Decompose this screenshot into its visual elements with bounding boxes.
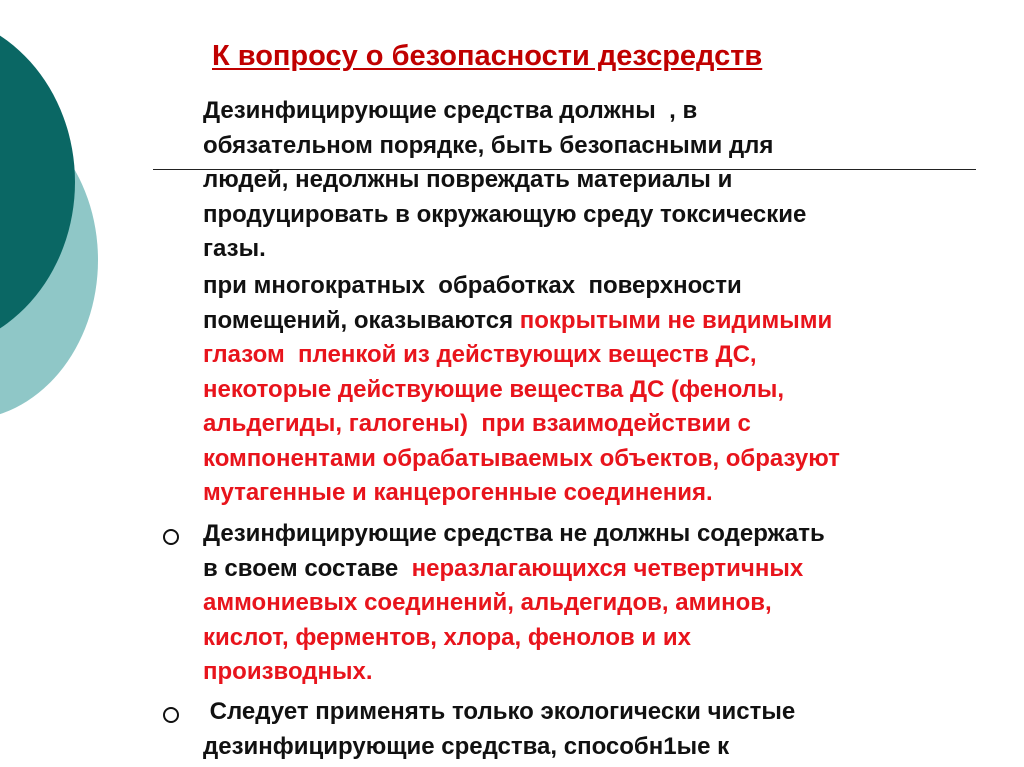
text-line [203,476,840,511]
text-line [203,621,825,656]
paragraph-2 [203,269,840,511]
bullet-icon [163,707,179,723]
text-line [203,163,806,198]
highlighted-text: неразлагающихся четвертичных [411,554,804,582]
body-text: газы. [203,235,266,262]
bullet-icon [163,529,179,545]
highlighted-text: мутагенные и канцерогенные соединения. [203,479,713,506]
text-line [203,517,825,552]
highlighted-text: альдегиды, галогены) при взаимодействии с [203,410,751,437]
text-line [203,695,795,730]
highlighted-text: компонентами обрабатываемых объектов, образуют [203,444,840,472]
body-text: Дезинфицирующие средства не должны содержать [203,520,825,547]
highlighted-text: глазом пленкой из действующих веществ ДС, [203,341,757,368]
body-text: дезинфицирующие средства, способн1ые к [203,732,730,760]
highlighted-text: некоторые действующие вещества ДС (фенолы, [203,375,785,403]
body-text: помещений, оказываются [203,306,520,334]
text-line [203,269,840,304]
highlighted-text: аммониевых соединений, альдегидов, аминов, [203,589,772,616]
text-line [203,655,825,690]
body-text: людей, недолжны повреждать материалы и [203,166,733,193]
text-line [203,407,840,442]
body-text: при многократных обработках поверхности [203,272,742,299]
text-line [203,232,806,267]
text-line [203,586,825,621]
text-line [203,94,806,129]
text-line [203,373,840,408]
text-line [203,129,806,164]
highlighted-text: кислот, ферментов, хлора, фенолов и их [203,623,691,651]
body-text: Следует применять только экологически чистые [203,698,796,725]
highlighted-text: покрытыми не видимыми [519,306,833,334]
text-line [203,442,840,477]
text-line [203,198,806,233]
paragraph-1 [203,94,806,267]
paragraph-4 [203,695,795,764]
text-line [203,730,795,765]
slide-title: К вопросу о безопасности дезсредств [212,40,763,72]
text-line [203,552,825,587]
text-line [203,304,840,339]
body-text: в своем составе [203,554,412,582]
highlighted-text: производных. [203,658,373,685]
body-text: Дезинфицирующие средства должны , в [203,97,698,124]
body-text: обязательном порядке, быть безопасными для [203,131,774,159]
text-line [203,338,840,373]
paragraph-3 [203,517,825,690]
body-text: продуцировать в окружающую среду токсические [203,200,807,228]
